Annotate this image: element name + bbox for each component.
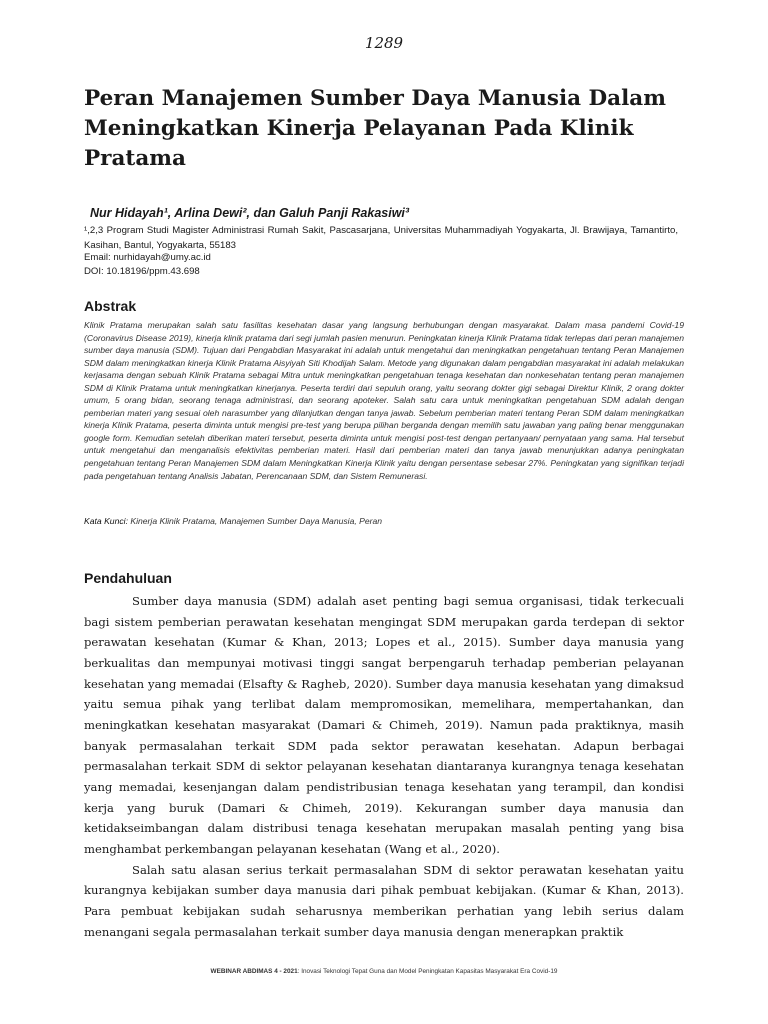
page-number: 1289 [364,34,404,52]
paragraph: Salah satu alasan serius terkait permasalahan SDM di sektor perawatan kesehatan yaitu kurangnya kebijakan sumber daya manusia dari pihak pembuat kebijakan. (Kumar & Khan, 2013). Para pembuat kebijakan sudah seharusnya memberikan perhatian yang lebih serius dalam menangani segala permasalahan terkait sumber daya manusia dengan menerapkan praktik [84,862,684,939]
abstract-text: Klinik Pratama merupakan salah satu fasilitas kesehatan dasar yang langsung berhubungan dengan masyarakat. Dalam masa pandemi Covid-19 (Coronavirus Disease 2019), kinerja klinik pratama dari segi jumlah pasien menurun. Peningkatan kinerja Klinik Pratama tidak terlepas dari peran manajemen sumber daya manusia (SDM). Tujuan dari Pengabdian Masyarakat ini adalah untuk mengetahui dan meningkatkan pengetahuan tentang Peran Manajemen SDM dalam meningkatkan kinerja Klinik Pratama Aisyiyah Siti Khodijah Salam. Metode yang digunakan dalam pengabdian masyarakat ini adalah melakukan kerjasama dengan sebuah Klinik Pratama sebagai Mitra untuk meningkatkan pengetahuan tenaga kesehatan dan nonkesehatan tentang peran manajemen SDM di Klinik Pratama untuk meningkatkan kinerjanya. Peserta terdiri dari sepuluh orang, yaitu seorang dokter gigi sebagai Direktur Klinik, 2 orang dokter umum, 5 orang bidan, seorang tenaga administrasi, dan seorang apoteker. Salah satu cara untuk meningkatkan pengetahuan SDM adalah dengan pemberian materi yang sesuai oleh narasumber yang dilanjutkan dengan tanya jawab. Sebelum pemberian materi tentang Peran SDM dalam meningkatkan kinerja Klinik Pratama, peserta diminta untuk mengisi pre-test yang berupa pilihan berganda dengan memilih satu jawaban yang paling benar menggunakan google form. Kemudian setelah diberikan materi tersebut, peserta diminta untuk mengisi post-test dengan pertanyaan/ pernyataan yang sama. Hal tersebut untuk mengetahui dan menganalisis efektivitas pemberian materi. Hasil dari pemberian materi dan tanya jawab menunjukkan adanya peningkatan pengetahuan tentang Peran Manajemen SDM dalam Meningkatkan Kinerja Klinik yaitu dengan persentase sebesar 27%. Peningkatan yang signifikan terjadi pada pengetahuan tentang Analisis Jabatan, Perencanaan SDM, dan Sistem Remunerasi. [84,320,684,481]
doi: DOI: 10.18196/ppm.43.698 [84,266,200,277]
affiliation: ¹,2,3 Program Studi Magister Administrasi Rumah Sakit, Pascasarjana, Universitas Muhammadiyah Yogyakarta, Jl. Brawijaya, Tamantirto, Kasihan, Bantul, Yogyakarta, 55183 [84,225,678,251]
page-footer [0,968,768,975]
abstract-heading: Abstrak [84,298,137,314]
author-list: Nur Hidayah¹, Arlina Dewi², dan Galuh Panji Rakasiwi³ [90,206,410,220]
introduction-heading: Pendahuluan [84,570,172,586]
keywords-label: Kata Kunci: [84,516,128,526]
keywords [84,516,382,526]
email: Email: nurhidayah@umy.ac.id [84,252,211,263]
footer-theme: : Inovasi Teknologi Tepat Guna dan Model Peningkatan Kapasitas Masyarakat Era Covid-19 [297,968,558,975]
keywords-text: Kinerja Klinik Pratama, Manajemen Sumber Daya Manusia, Peran [130,516,383,526]
introduction-body [84,591,684,942]
footer-conference: WEBINAR ABDIMAS 4 - 2021 [210,968,298,975]
paper-title: Peran Manajemen Sumber Daya Manusia Dalam Meningkatkan Kinerja Pelayanan Pada Klinik Pratama [84,86,666,171]
paragraph: Sumber daya manusia (SDM) adalah aset penting bagi semua organisasi, tidak terkecuali bagi sistem pemberian perawatan kesehatan mengingat SDM merupakan garda terdepan di sektor perawatan kesehatan (Kumar & Khan, 2013; Lopes et al., 2015). Sumber daya manusia yang berkualitas dan mempunyai motivasi tinggi sangat berpengaruh terhadap pemberian pelayanan kesehatan yang memadai (Elsafty & Ragheb, 2020). Sumber daya manusia kesehatan yang dimaksud yaitu semua pihak yang terlibat dalam mempromosikan, memelihara, mempertahankan, dan meningkatkan kesehatan masyarakat (Damari & Chimeh, 2019). Namun pada praktiknya, masih banyak permasalahan terkait SDM pada sektor perawatan kesehatan. Adapun berbagai permasalahan terkait SDM di sektor pelayanan kesehatan diantaranya kurangnya tenaga kesehatan yang memadai, kesenjangan dalam pendistribusian tenaga kesehatan yang terampil, dan kondisi kerja yang buruk (Damari & Chimeh, 2019). Kekurangan sumber daya manusia dan ketidakseimbangan dalam distribusi tenaga kesehatan merupakan masalah penting yang bisa menghambat perkembangan pelayanan kesehatan (Wang et al., 2020). [84,594,684,856]
